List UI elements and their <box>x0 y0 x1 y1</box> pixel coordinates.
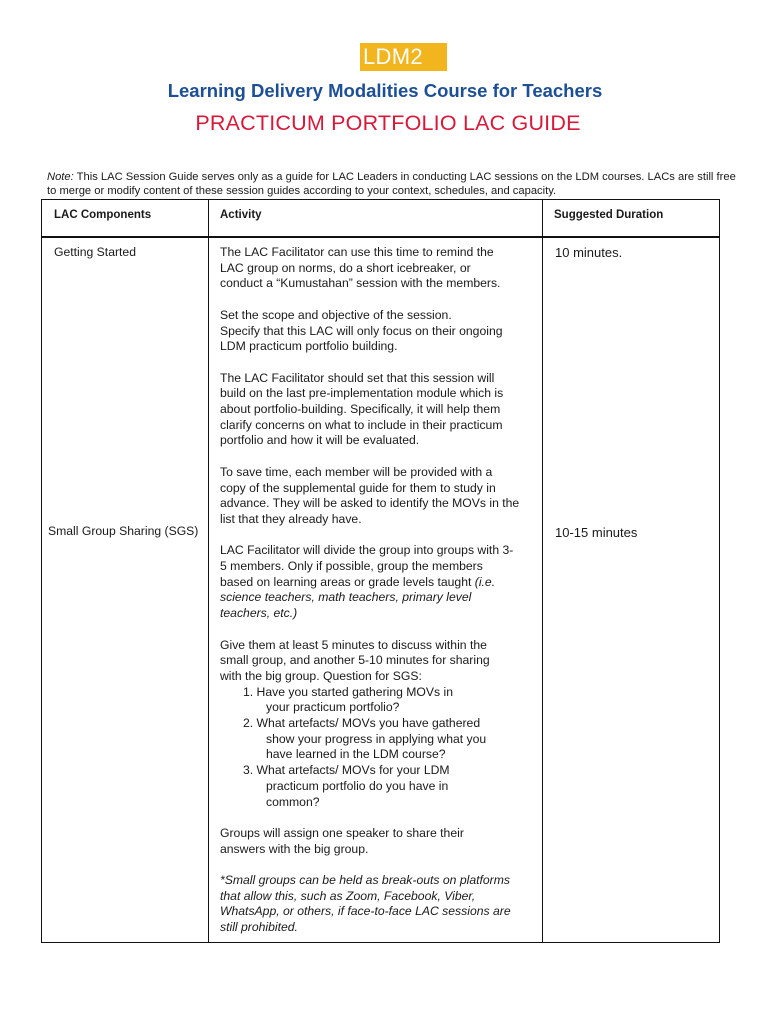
activity-footnote: *Small groups can be held as break-outs on platforms that allow this, such as Zoom, Facebook, Viber, WhatsApp, or others, if face-to-face LAC sessions are still prohibited. <box>220 873 511 935</box>
course-badge: LDM2 <box>360 43 447 71</box>
lac-guide-table <box>41 199 720 943</box>
activity-cell <box>220 245 538 936</box>
note-label: Note: <box>47 171 74 183</box>
header-suggested-duration: Suggested Duration <box>554 209 664 221</box>
activity-paragraph: LAC Facilitator will divide the group into groups with 3- 5 members. Only if possible, group the members based on learning areas or grade levels taught (i.e. science teachers, math teachers, primary level teachers, etc.) <box>220 543 514 621</box>
component-getting-started: Getting Started <box>54 245 136 259</box>
note-text: This LAC Session Guide serves only as a guide for LAC Leaders in conducting LAC sessions on the LDM courses. LACs are still free to merge or modify content of these session guides according to your context, schedules, and capacity. <box>47 171 736 197</box>
list-item: 1. Have you started gathering MOVs in your practicum portfolio? <box>243 684 454 715</box>
header-divider <box>42 236 719 238</box>
header-activity: Activity <box>220 209 262 221</box>
activity-paragraph: Groups will assign one speaker to share their answers with the big group. <box>220 825 464 856</box>
activity-paragraph: Give them at least 5 minutes to discuss within the small group, and another 5-10 minutes for sharing with the big group. Question for SGS: <box>220 637 490 683</box>
page-title: PRACTICUM PORTFOLIO LAC GUIDE <box>195 111 581 135</box>
list-item: 3. What artefacts/ MOVs for your LDM practicum portfolio do you have in common? <box>243 763 450 809</box>
activity-paragraph: To save time, each member will be provided with a copy of the supplemental guide for them to study in advance. They will be asked to identify the MOVs in the list that they already have. <box>220 464 520 526</box>
column-divider <box>208 200 209 942</box>
column-divider <box>542 200 543 942</box>
activity-paragraph: The LAC Facilitator should set that this session will build on the last pre-implementation module which is about portfolio-building. Specifically, it will help them clarify concerns on what to include in their practicum portfolio and how it will be evaluated. <box>220 370 504 448</box>
course-subtitle: Learning Delivery Modalities Course for Teachers <box>167 80 603 101</box>
duration-small-group-sharing: 10-15 minutes <box>555 525 638 540</box>
duration-getting-started: 10 minutes. <box>555 245 623 260</box>
activity-paragraph: Set the scope and objective of the session. Specify that this LAC will only focus on their ongoing LDM practicum portfolio building. <box>220 307 503 354</box>
activity-paragraph: The LAC Facilitator can use this time to remind the LAC group on norms, do a short icebreaker, or conduct a “Kumustahan” session with the members. <box>220 245 501 291</box>
header-lac-components: LAC Components <box>54 209 152 221</box>
list-item: 2. What artefacts/ MOVs you have gathered show your progress in applying what you have learned in the LDM course? <box>243 716 487 762</box>
component-small-group-sharing: Small Group Sharing (SGS) <box>48 524 199 538</box>
sgs-question-list <box>220 685 538 811</box>
note-paragraph <box>47 171 737 198</box>
